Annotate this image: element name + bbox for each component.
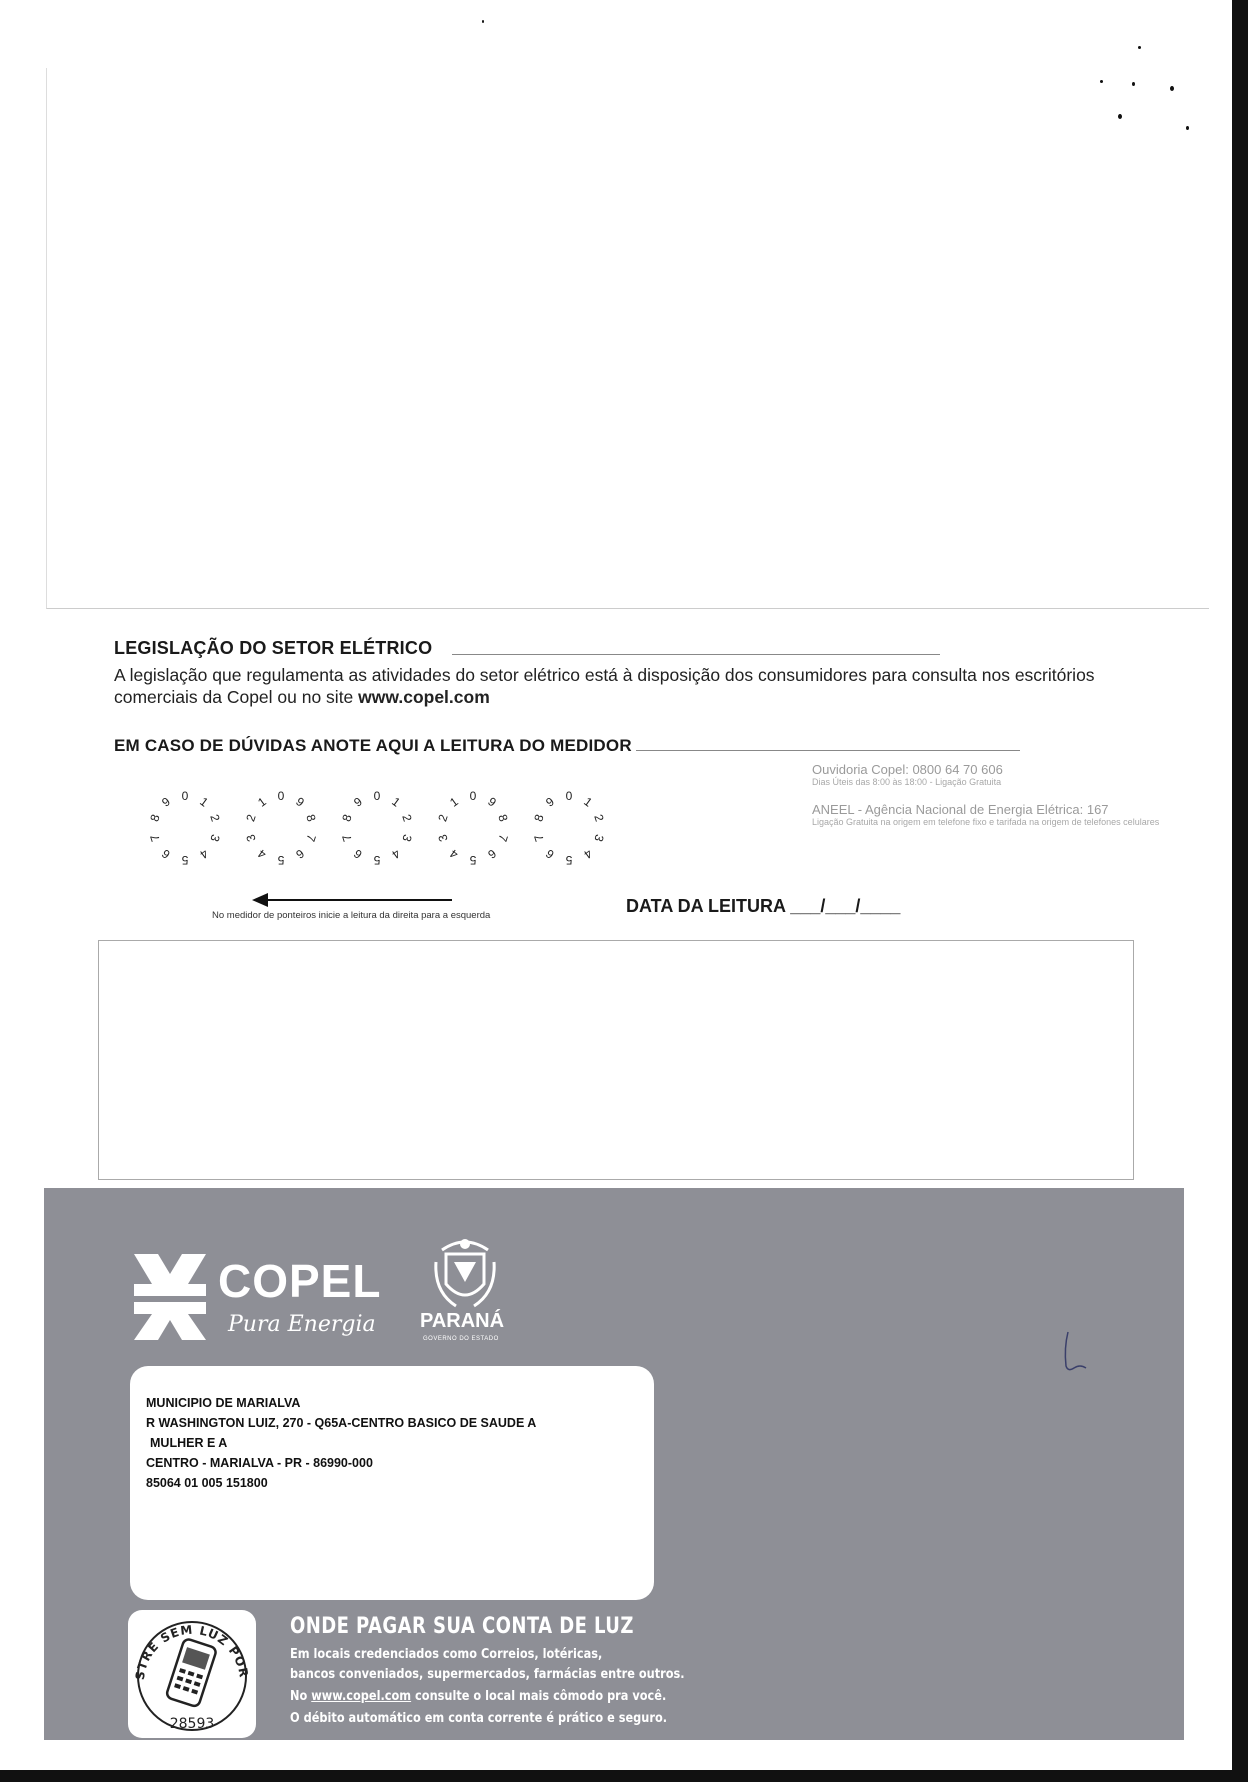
sms-stamp [128,1610,256,1738]
arrow-shaft [266,899,452,901]
meter-dial [428,784,518,874]
dial-digit: 3 [399,832,416,844]
scan-speck [1170,86,1174,91]
dial-digit: 4 [447,846,462,862]
dial-digit: 3 [207,832,224,844]
scan-speck [1132,82,1135,86]
ouvidoria-copel: Ouvidoria Copel: 0800 64 70 606 [812,762,1003,777]
dial-digit: 2 [399,812,416,824]
dial-digit: 9 [159,794,174,810]
legislacao-title: LEGISLAÇÃO DO SETOR ELÉTRICO [114,638,433,658]
dial-digit: 5 [469,853,477,867]
dial-digit: 8 [303,812,320,824]
copel-tagline: Pura Energia [228,1312,376,1337]
dial-digit: 6 [292,846,307,862]
dial-digit: 8 [338,812,355,824]
dial-digit: 7 [338,832,355,844]
blank-panel [46,68,1209,609]
dial-digit: 2 [242,812,259,824]
dial-digit: 5 [277,853,285,867]
payment-line: bancos conveniados, supermercados, farmácias entre outros. [290,1666,685,1682]
ouvidoria-aneel-note: Ligação Gratuita na origem em telefone fixo e tarifada na origem de telefones celulares [812,817,1160,827]
dial-digit: 7 [495,832,512,844]
meter-dial [524,784,614,874]
dial-digit: 6 [484,846,499,862]
payment-title: ONDE PAGAR SUA CONTA DE LUZ [290,1614,634,1639]
dial-digit: 2 [434,812,451,824]
scan-speck [1186,126,1189,130]
dial-digit: 3 [591,832,608,844]
dial-digit: 0 [181,789,189,803]
handwritten-mark [1060,1328,1090,1378]
dial-digit: 6 [543,846,558,862]
dial-digit: 8 [495,812,512,824]
meter-dial [332,784,422,874]
meter-dial [236,784,326,874]
scan-speck [482,20,484,23]
legislacao-body: A legislação que regulamenta as atividades do setor elétrico está à disposição dos consumidores para consulta nos escritórios comerciais da Copel ou no site [114,665,1095,707]
parana-brand: PARANÁ [420,1310,505,1332]
ouvidoria-copel-hours: Dias Úteis das 8:00 às 18:00 - Ligação Gratuita [812,777,1002,787]
dial-digit: 7 [146,832,163,844]
dial-digit: 0 [277,789,285,803]
scan-speck [1138,46,1141,49]
dial-digit: 0 [373,789,381,803]
medidor-title: EM CASO DE DÚVIDAS ANOTE AQUI A LEITURA DO MEDIDOR [114,736,632,755]
dial-digit: 0 [469,789,477,803]
address-line: 85064 01 005 151800 [146,1476,268,1490]
phone-icon [128,1610,256,1738]
dial-digit: 5 [181,853,189,867]
payment-line: O débito automático em conta corrente é prático e seguro. [290,1710,668,1726]
ouvidoria-aneel: ANEEL - Agência Nacional de Energia Elétrica: 167 [812,802,1109,817]
scan-border-right [1232,0,1248,1782]
dial-digit: 9 [543,794,558,810]
dial-digit: 7 [530,832,547,844]
dial-digit: 3 [434,832,451,844]
scan-speck [1100,80,1103,83]
scan-speck [1118,114,1122,119]
meter-dial [140,784,230,874]
arrow-note: No medidor de ponteiros inicie a leitura da direita para a esquerda [212,910,491,921]
dial-digit: 6 [351,846,366,862]
parana-coat-of-arms-icon [432,1232,498,1312]
legislacao-underline [452,654,940,655]
payment-line: Em locais credenciados como Correios, lotéricas, [290,1646,603,1662]
legislacao-site-link[interactable]: www.copel.com [358,687,490,707]
ouvidoria-block [812,762,1182,828]
dial-digit: 1 [580,794,595,810]
legislacao-text [114,664,1124,708]
dial-digit: 1 [447,794,462,810]
dial-digit: 5 [565,853,573,867]
reading-date-label: DATA DA LEITURA ___/___/____ [626,896,901,916]
dial-digit: 1 [388,794,403,810]
dial-digit: 3 [242,832,259,844]
dial-digit: 4 [388,846,403,862]
address-line: R WASHINGTON LUIZ, 270 - Q65A-CENTRO BASICO DE SAUDE A [146,1416,537,1430]
dial-digit: 9 [484,794,499,810]
dial-digit: 9 [292,794,307,810]
dial-digit: 7 [303,832,320,844]
dial-digit: 2 [207,812,224,824]
svg-text:REGISTRE SEM LUZ POR SMS: STRE SEM LUZ POR [132,1622,251,1681]
dial-digit: 2 [591,812,608,824]
address-line: CENTRO - MARIALVA - PR - 86990-000 [146,1456,373,1470]
copel-brand: COPEL [218,1255,382,1307]
dial-digit: 1 [196,794,211,810]
parana-subtitle: GOVERNO DO ESTADO [423,1336,499,1342]
dial-digit: 8 [146,812,163,824]
medidor-underline [636,750,1020,751]
address-window [130,1366,654,1600]
dial-digit: 0 [565,789,573,803]
payment-line: No www.copel.com consulte o local mais cômodo pra você. [290,1688,667,1704]
dial-digit: 4 [196,846,211,862]
dial-digit: 4 [255,846,270,862]
address-line: MULHER E A [150,1436,228,1450]
copel-site-link[interactable]: www.copel.com [311,1688,412,1704]
address-line: MUNICIPIO DE MARIALVA [146,1396,301,1410]
dial-digit: 6 [159,846,174,862]
notes-box [98,940,1134,1180]
dial-digit: 1 [255,794,270,810]
dial-digit: 9 [351,794,366,810]
scan-border-bottom [0,1770,1248,1782]
dial-digit: 8 [530,812,547,824]
dial-digit: 5 [373,853,381,867]
svg-text:28593: 28593 [169,1716,215,1732]
dial-digit: 4 [580,846,595,862]
